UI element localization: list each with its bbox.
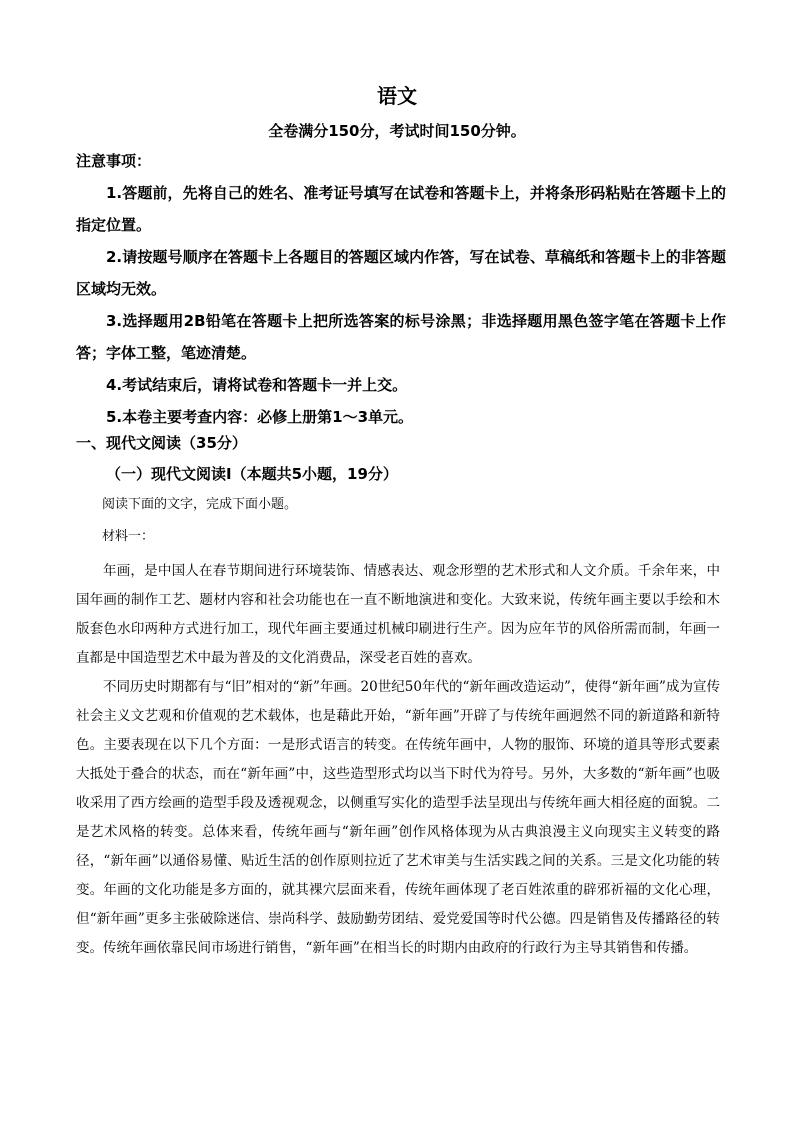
notice-item-4: 4.考试结束后，请将试卷和答题卡一并上交。	[106, 376, 408, 394]
paragraph: 年画，是中国人在春节期间进行环境装饰、情感表达、观念形塑的艺术形式和人文介质。千余年来，中国年画的制作工艺、题材内容和社会功能也在一直不断地演进和变化。大致来说，传统年画主要以手绘和木版套色水印两种方式进行加工，现代年画主要通过机械印刷进行生产。因为应年节的风俗所需而制，年画一直都是中国造型艺术中最为普及的文化消费品，深受老百姓的喜欢。	[76, 563, 720, 666]
notice-heading: 注意事项：	[76, 152, 152, 170]
section-title: 一、现代文阅读（35分）	[76, 434, 247, 452]
notice-item-1: 1.答题前，先将自己的姓名、准考证号填写在试卷和答题卡上，并将条形码粘贴在答题卡上的指定位置。	[76, 184, 726, 234]
document-title: 语文	[377, 84, 417, 108]
exam-info: 全卷满分150分，考试时间150分钟。	[268, 122, 526, 140]
notice-item-5: 5.本卷主要考查内容：必修上册第1～3单元。	[106, 408, 414, 426]
reading-material	[76, 495, 720, 963]
paragraph: 不同历史时期都有与“旧”相对的“新”年画。20世纪50年代的“新年画改造运动”，使得“新年画”成为宣传社会主义文艺观和价值观的艺术载体，也是藉此开始，“新年画”开辟了与传统年画迥然不同的新道路和新特色。主要表现在以下几个方面：一是形式语言的转变。在传统年画中，人物的服饰、环境的道具等形式要素大抵处于叠合的状态，而在“新年画”中，这些造型形式均以当下时代为符号。另外，大多数的“新年画”也吸收采用了西方绘画的造型手段及透视观念，以侧重写实化的造型手法呈现出与传统年画大相径庭的面貌。二是艺术风格的转变。总体来看，传统年画与“新年画”创作风格体现为从古典浪漫主义向现实主义转变的路径，“新年画”以通俗易懂、贴近生活的创作原则拉近了艺术审美与生活实践之间的关系。三是文化功能的转变。年画的文化功能是多方面的，就其裸穴层面来看，传统年画体现了老百姓浓重的辟邪祈福的文化心理，但“新年画”更多主张破除迷信、崇尚科学、鼓励勤劳团结、爱党爱国等时代公德。四是销售及传播路径的转变。传统年画依靠民间市场进行销售，“新年画”在相当长的时期内由政府的行政行为主导其销售和传播。	[76, 679, 720, 956]
notice-item-2: 2.请按题号顺序在答题卡上各题目的答题区域内作答，写在试卷、草稿纸和答题卡上的非答题区域均无效。	[76, 248, 726, 298]
reading-instruction: 阅读下面的文字，完成下面小题。	[102, 497, 298, 512]
material-label: 材料一：	[102, 529, 155, 544]
notice-item-3: 3.选择题用2B铅笔在答题卡上把所选答案的标号涂黑；非选择题用黑色签字笔在答题卡上作答；字体工整，笔迹清楚。	[76, 312, 726, 362]
subsection-title: （一）现代文阅读Ⅰ（本题共5小题，19分）	[106, 465, 398, 483]
notice-list	[76, 177, 726, 433]
